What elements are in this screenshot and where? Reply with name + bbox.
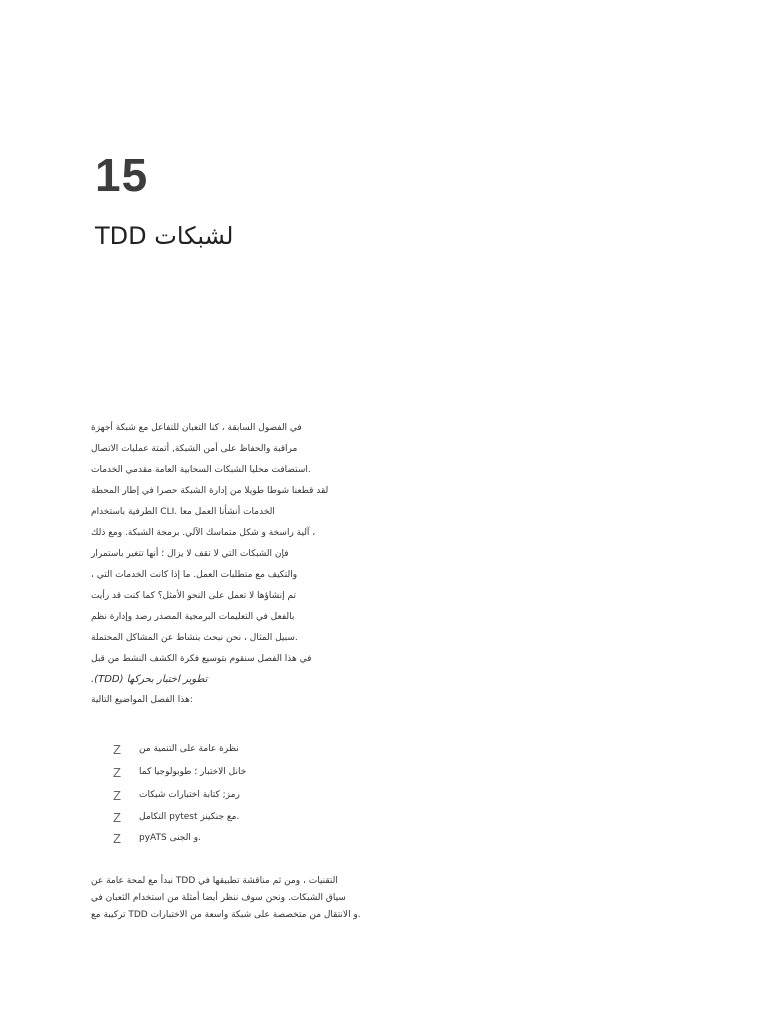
- bullet-marker: Z: [113, 830, 121, 846]
- closing-line: سياق الشبكات. ونحن سوف ننظر أيضا أمثلة من استخدام الثعبان في: [91, 893, 346, 903]
- bullet-marker: Z: [113, 809, 121, 825]
- intro-line: بالفعل في التعليمات البرمجية المصدر رصد وإدارة نظم: [91, 612, 295, 622]
- intro-line: في هذا الفصل سنقوم بتوسيع فكرة الكشف النشط من قبل: [91, 654, 312, 664]
- topic-list-item: [113, 829, 201, 847]
- closing-line: التقنيات ، ومن ثم مناقشة تطبيقها في TDD نبدأ مع لمحة عامة عن: [91, 876, 338, 886]
- topic-text: نظرة عامة على التنمية من: [139, 744, 239, 754]
- bullet-marker: Z: [113, 741, 121, 757]
- topic-list-item: [113, 786, 240, 804]
- intro-line: .استضافت محليا الشبكات السحابية العامة مقدمي الخدمات: [91, 465, 311, 475]
- intro-line: والتكيف مع متطلبات العمل. ما إذا كانت الخدمات التي ،: [91, 570, 298, 580]
- intro-line: فإن الشبكات التي لا تقف لا يزال ؛ أنها تتغير باستمرار: [91, 549, 289, 559]
- bullet-marker: Z: [113, 764, 121, 780]
- intro-line: :هذا الفصل المواضيع التالية: [91, 695, 193, 705]
- chapter-title: TDD لشبكات: [95, 222, 234, 250]
- topic-list-item: [113, 763, 246, 781]
- topic-text: .و الجنى pyATS: [139, 833, 201, 843]
- topic-list-item: [113, 740, 239, 758]
- intro-line: .سبيل المثال ، نحن نبحث بنشاط عن المشاكل المحتملة: [91, 633, 298, 643]
- topic-text: خانل الاختبار ؛ طوبولوجيا كما: [139, 767, 247, 777]
- intro-line: الخدمات أنشأنا العمل معا .CLI الطرفية باستخدام: [91, 507, 275, 517]
- bullet-marker: Z: [113, 787, 121, 803]
- closing-line: .و الانتقال من متخصصة على شبكة واسعة من الاختبارات TDD تركيبة مع: [91, 910, 361, 920]
- intro-line: .(TDD) تطوير اختبار بحركها: [91, 674, 208, 685]
- intro-line: في الفصول السابقة ، كنا التعبان للتفاعل مع شبكة أجهزة: [91, 423, 302, 433]
- topic-text: .مع جنكينز pytest التكامل: [139, 812, 240, 822]
- topic-list-item: [113, 808, 239, 826]
- intro-line: لقد قطعنا شوطا طويلا من إدارة الشبكة حصرا في إطار المحطة: [91, 486, 329, 496]
- chapter-number: 15: [95, 149, 149, 201]
- topic-text: رمز; كتابة اختبارات شبكات: [139, 790, 240, 800]
- intro-line: مراقبة والحفاظ على أمن الشبكة, أتمتة عمليات الاتصال: [91, 444, 298, 454]
- intro-line: تم إنشاؤها لا تعمل على النحو الأمثل؟ كما كنت قد رأيت: [91, 591, 297, 601]
- intro-line: ، آلية راسخة و شكل متماسك الآلي. برمجة الشبكة. ومع ذلك: [91, 528, 316, 538]
